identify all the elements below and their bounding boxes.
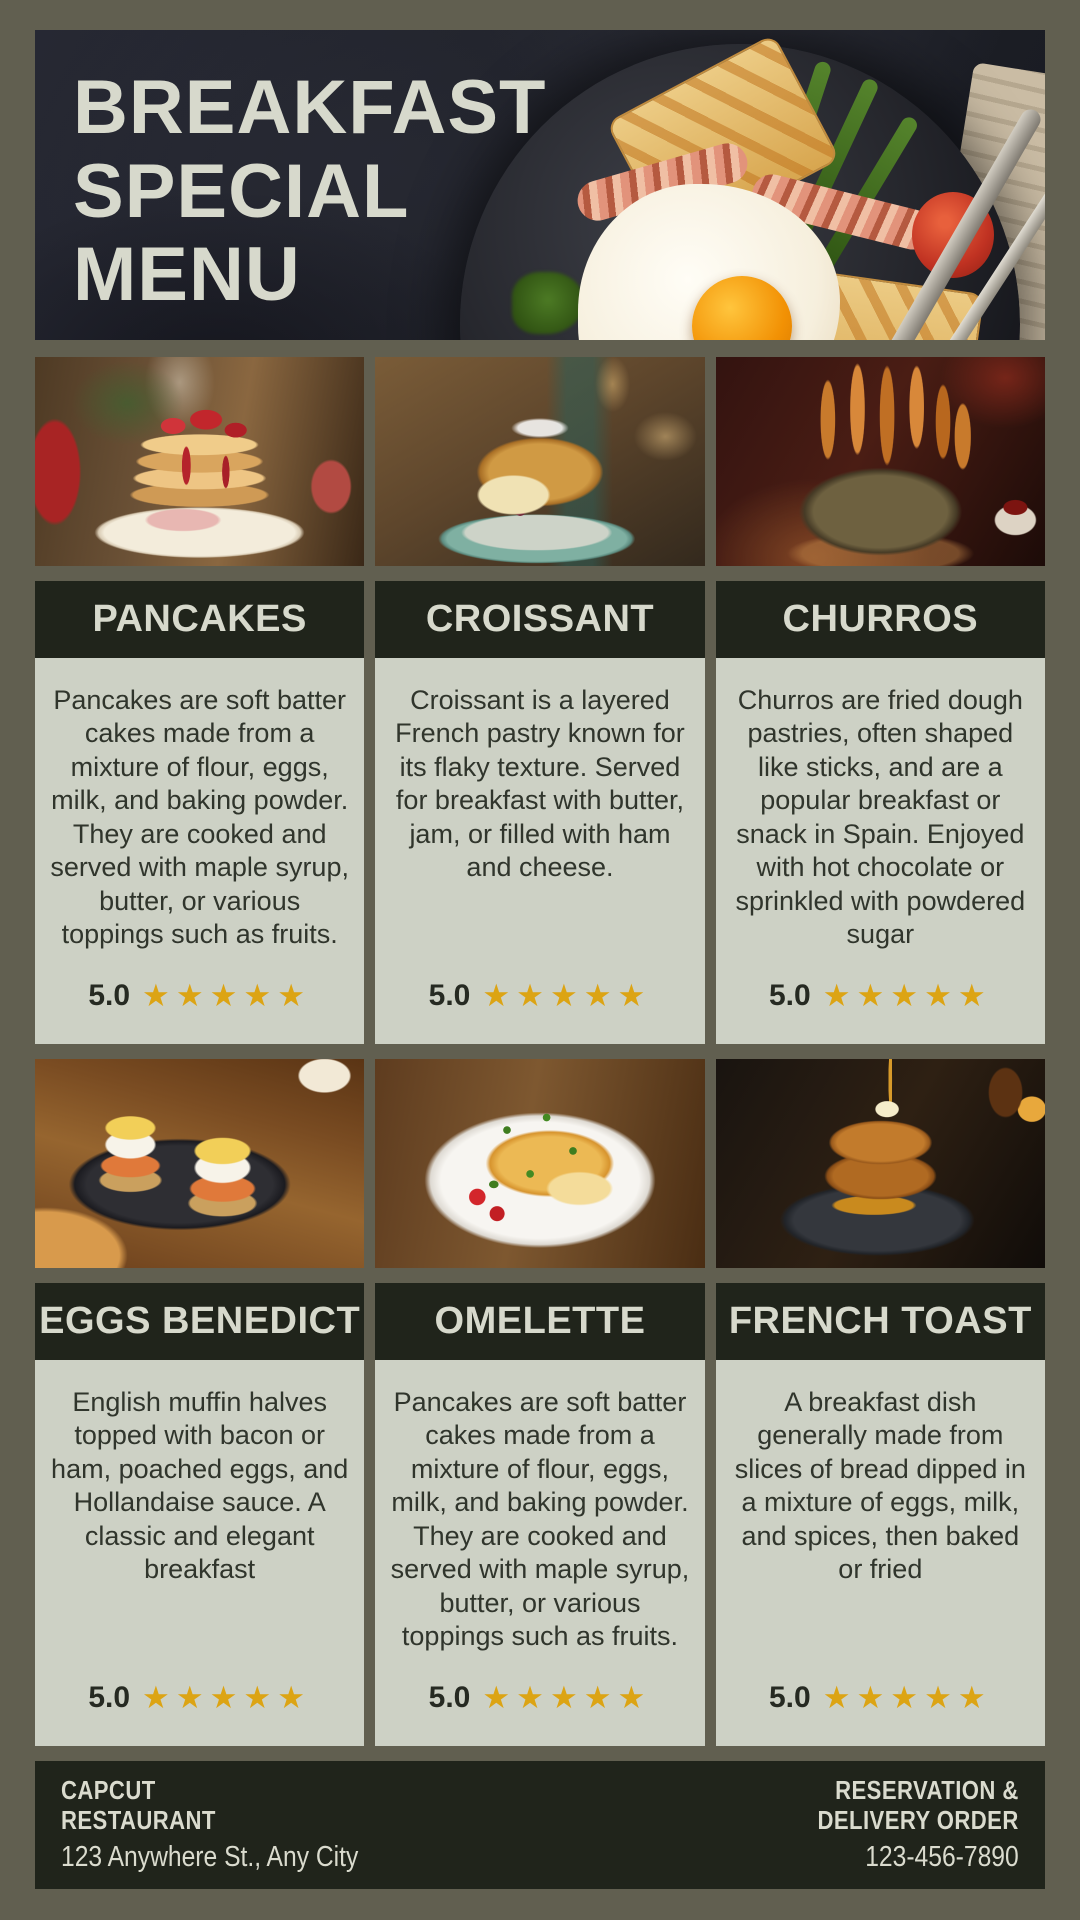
dish-rating <box>387 978 692 1014</box>
dish-title: PANCAKES <box>35 581 364 658</box>
eggs-benedict-photo <box>35 1059 364 1268</box>
dish-card-body <box>716 658 1045 1044</box>
rating-stars-icon: ★★★★★ <box>482 1680 652 1715</box>
menu-grid-row-2 <box>35 1059 1045 1746</box>
reservation-heading-line: RESERVATION & <box>835 1775 1019 1806</box>
page-title-line: SPECIAL <box>73 148 410 234</box>
menu-grid-row-1 <box>35 357 1045 1044</box>
restaurant-name <box>61 1776 358 1834</box>
menu-card-omelette <box>375 1059 704 1746</box>
churros-photo <box>716 357 1045 566</box>
dish-card-body <box>375 1360 704 1746</box>
rating-stars-icon: ★★★★★ <box>822 1680 992 1715</box>
rating-score: 5.0 <box>428 979 471 1012</box>
dish-title: CHURROS <box>716 581 1045 658</box>
omelette-photo <box>375 1059 704 1268</box>
menu-card-french-toast <box>716 1059 1045 1746</box>
reservation-heading <box>818 1776 1019 1834</box>
menu-card-eggs-benedict <box>35 1059 364 1746</box>
dish-card-body <box>35 658 364 1044</box>
dish-rating <box>47 978 352 1014</box>
restaurant-name-line: CAPCUT <box>61 1775 156 1806</box>
dish-title: CROISSANT <box>375 581 704 658</box>
dish-rating <box>728 978 1033 1014</box>
pancakes-photo <box>35 357 364 566</box>
restaurant-name-line: RESTAURANT <box>61 1804 216 1835</box>
header-banner <box>35 30 1045 340</box>
page-title <box>73 66 546 317</box>
reservation-info <box>818 1776 1019 1873</box>
rating-score: 5.0 <box>88 979 131 1012</box>
dish-description: English muffin halves topped with bacon or ham, poached eggs, and Hollandaise sauce. A classic and elegant breakfast <box>51 1387 349 1585</box>
dish-rating <box>47 1680 352 1716</box>
reservation-phone: 123-456-7890 <box>865 1840 1019 1873</box>
rating-score: 5.0 <box>768 979 811 1012</box>
rating-stars-icon: ★★★★★ <box>822 978 992 1013</box>
dish-title: EGGS BENEDICT <box>35 1283 364 1360</box>
dish-rating <box>387 1680 692 1716</box>
rating-score: 5.0 <box>768 1681 811 1714</box>
menu-card-croissant <box>375 357 704 1044</box>
dish-card-body <box>35 1360 364 1746</box>
croissant-photo <box>375 357 704 566</box>
rating-stars-icon: ★★★★★ <box>142 1680 311 1715</box>
page-title-line: MENU <box>73 232 301 318</box>
dish-card-body <box>375 658 704 1044</box>
dish-card-body <box>716 1360 1045 1746</box>
menu-card-pancakes <box>35 357 364 1044</box>
dish-description: Croissant is a layered French pastry known for its flaky texture. Served for breakfast with butter, jam, or filled with ham and cheese. <box>395 685 685 883</box>
rating-score: 5.0 <box>88 1681 131 1714</box>
french-toast-photo <box>716 1059 1045 1268</box>
menu-card-churros <box>716 357 1045 1044</box>
dish-title: OMELETTE <box>375 1283 704 1360</box>
dish-description: A breakfast dish generally made from slices of bread dipped in a mixture of eggs, milk, and spices, then baked or fried <box>734 1387 1026 1585</box>
rating-score: 5.0 <box>428 1681 471 1714</box>
dish-title: FRENCH TOAST <box>716 1283 1045 1360</box>
rating-stars-icon: ★★★★★ <box>482 978 652 1013</box>
reservation-heading-line: DELIVERY ORDER <box>817 1804 1019 1835</box>
restaurant-address: 123 Anywhere St., Any City <box>61 1840 359 1873</box>
dish-description: Pancakes are soft batter cakes made from a mixture of flour, eggs, milk, and baking powder. They are cooked and served with maple syrup, butter, or various toppings such as fruits. <box>50 685 349 950</box>
dish-description: Churros are fried dough pastries, often shaped like sticks, and are a popular breakfast or snack in Spain. Enjoyed with hot chocolate or sprinkled with powdered sugar <box>735 685 1026 950</box>
restaurant-info <box>61 1776 358 1873</box>
page-title-line: BREAKFAST <box>73 65 547 150</box>
footer-bar <box>35 1761 1045 1889</box>
dish-description: Pancakes are soft batter cakes made from a mixture of flour, eggs, milk, and baking powder. They are cooked and served with maple syrup, butter, or various toppings such as fruits. <box>390 1387 690 1652</box>
dish-rating <box>728 1680 1033 1716</box>
rating-stars-icon: ★★★★★ <box>142 978 311 1013</box>
